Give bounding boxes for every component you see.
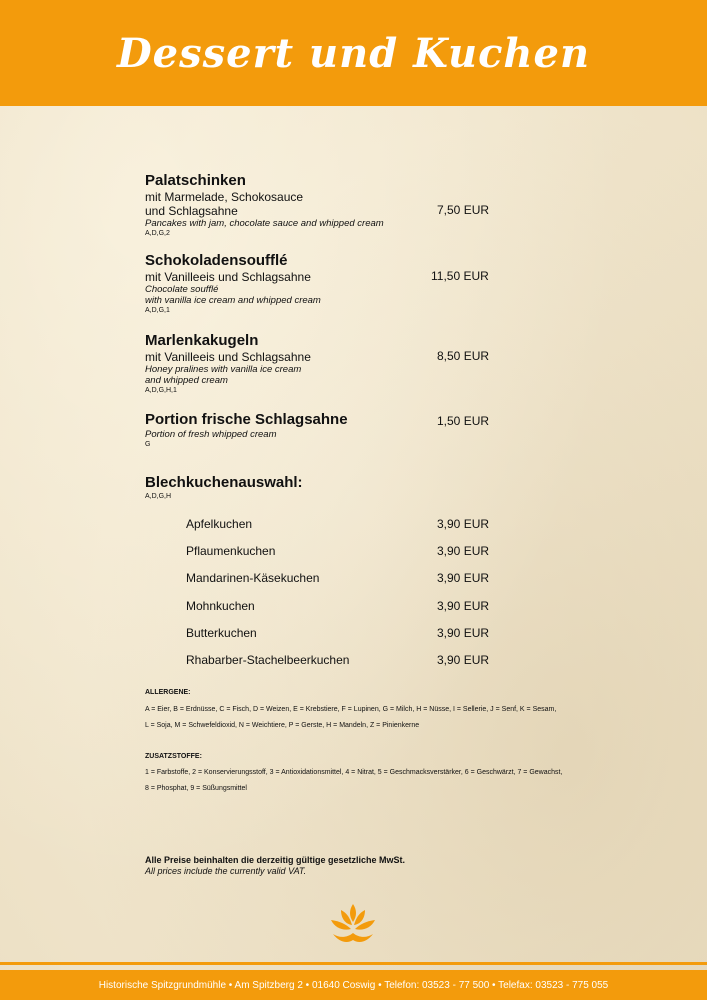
cake-price: 3,90 EUR xyxy=(437,571,490,585)
item-price: 1,50 EUR xyxy=(437,414,490,428)
item-english: and whipped cream xyxy=(145,375,228,386)
cake-price: 3,90 EUR xyxy=(437,626,490,640)
item-price: 11,50 EUR xyxy=(431,269,489,283)
item-description: mit Vanilleeis und Schlagsahne xyxy=(145,350,311,364)
menu-item xyxy=(145,252,505,315)
cake-name: Rhabarber-Stachelbeerkuchen xyxy=(186,653,350,667)
footer xyxy=(0,970,707,1000)
item-name: Portion frische Schlagsahne xyxy=(145,411,348,428)
zusatzstoffe-line: 1 = Farbstoffe, 2 = Konservierungsstoff, 3 = Antioxidationsmittel, 4 = Nitrat, 5 = Geschmacksverstärker, 6 = Geschwärzt, 7 = Gewachst, xyxy=(145,769,563,776)
footer-divider xyxy=(0,962,707,965)
item-allergens: A,D,G,1 xyxy=(145,307,170,314)
item-name: Palatschinken xyxy=(145,172,246,189)
footer-address: Historische Spitzgrundmühle • Am Spitzberg 2 • 01640 Coswig • Telefon: 03523 - 77 500 • Telefax: 03523 - 775 055 xyxy=(98,979,609,991)
page-header xyxy=(0,0,707,106)
cake-section-title: Blechkuchenauswahl: xyxy=(145,474,303,491)
cake-price: 3,90 EUR xyxy=(437,599,490,613)
cake-name: Mandarinen-Käsekuchen xyxy=(186,571,320,585)
cake-section-header xyxy=(145,474,505,501)
vat-note-de: Alle Preise beinhalten die derzeitig gültige gesetzliche MwSt. xyxy=(145,855,406,865)
item-english: Portion of fresh whipped cream xyxy=(145,429,277,440)
item-name: Marlenkakugeln xyxy=(145,332,259,349)
item-english: Honey pralines with vanilla ice cream xyxy=(145,364,302,375)
item-name: Schokoladensoufflé xyxy=(145,252,288,269)
item-allergens: G xyxy=(145,441,151,448)
item-price: 8,50 EUR xyxy=(437,349,490,363)
item-description: mit Vanilleeis und Schlagsahne xyxy=(145,270,311,284)
item-english: with vanilla ice cream and whipped cream xyxy=(145,295,321,306)
zusatzstoffe-line: 8 = Phosphat, 9 = Süßungsmittel xyxy=(145,785,247,792)
cake-price: 3,90 EUR xyxy=(437,653,490,667)
item-price: 7,50 EUR xyxy=(437,203,490,217)
item-english: Chocolate soufflé xyxy=(145,284,219,295)
item-description: und Schlagsahne xyxy=(145,204,238,218)
cake-name: Apfelkuchen xyxy=(186,517,253,531)
wheat-logo-icon xyxy=(327,900,379,948)
cake-price: 3,90 EUR xyxy=(437,517,490,531)
cake-section-allergens: A,D,G,H xyxy=(145,493,172,500)
zusatzstoffe-title: ZUSATZSTOFFE: xyxy=(145,753,202,760)
cake-name: Mohnkuchen xyxy=(186,599,255,613)
cake-price: 3,90 EUR xyxy=(437,544,490,558)
cake-name: Butterkuchen xyxy=(186,626,257,640)
item-allergens: A,D,G,2 xyxy=(145,230,170,237)
allergene-line: A = Eier, B = Erdnüsse, C = Fisch, D = Weizen, E = Krebstiere, F = Lupinen, G = Milch, H = Nüsse, I = Sellerie, J = Senf, K = Sesam, xyxy=(145,706,557,713)
allergene-line: L = Soja, M = Schwefeldioxid, N = Weichtiere, P = Gerste, H = Mandeln, Z = Pinienkerne xyxy=(145,722,420,729)
item-description: mit Marmelade, Schokosauce xyxy=(145,190,304,204)
cake-name: Pflaumenkuchen xyxy=(186,544,276,558)
vat-note-en: All prices include the currently valid VAT. xyxy=(145,866,307,876)
item-allergens: A,D,G,H,1 xyxy=(145,387,177,394)
item-english: Pancakes with jam, chocolate sauce and whipped cream xyxy=(145,218,384,229)
page-title: Dessert und Kuchen xyxy=(116,29,591,77)
menu-item xyxy=(145,332,505,395)
allergene-title: ALLERGENE: xyxy=(145,689,191,696)
